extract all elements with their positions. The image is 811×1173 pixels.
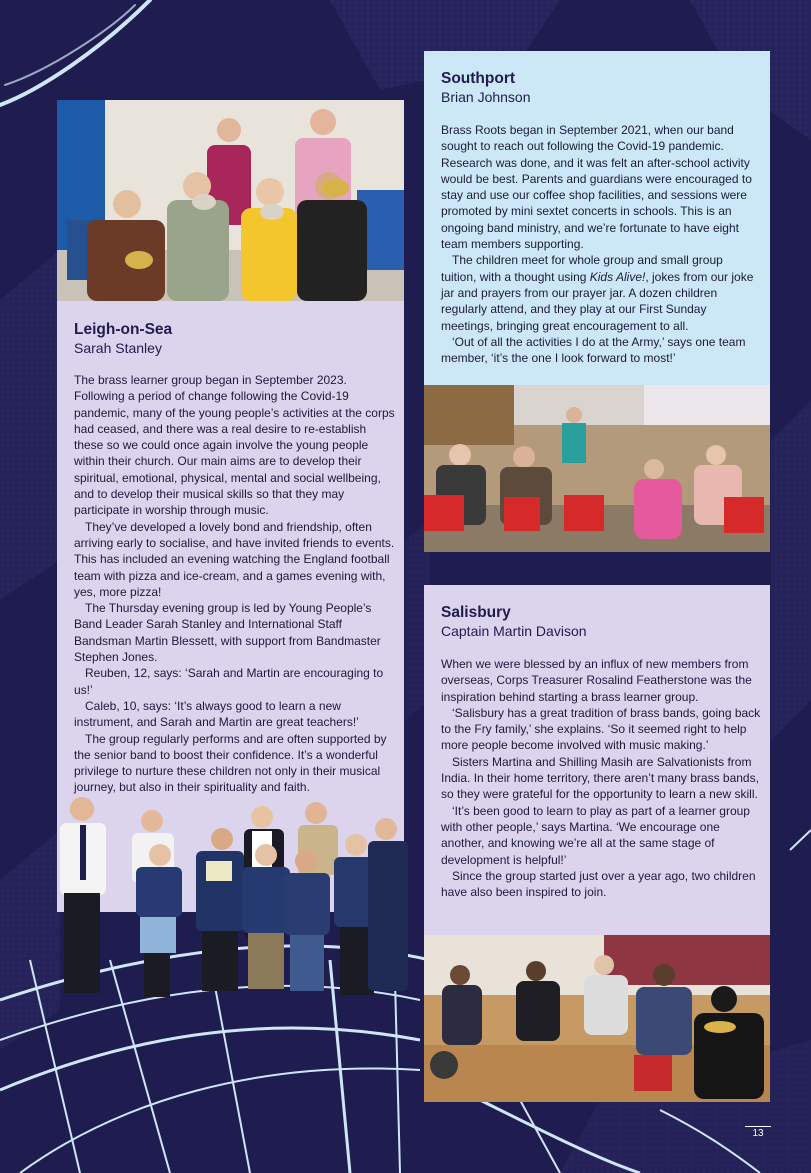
leigh-para-2: They’ve developed a lovely bond and friendship, often arriving early to socialise, and have invited friends to events. This has included an evening watching the England football team with pizza and ice-cream, and a games evening with, yes, more pizza! (74, 519, 395, 599)
southport-article (441, 70, 759, 366)
salisbury-para-4: ‘It’s been good to learn to play as part of a learner group with other people,’ says Martina. ‘We encourage one another, and knowing we’re all at the same stage of development is helpful!’ (441, 803, 750, 867)
salisbury-para-2: ‘Salisbury has a great tradition of brass bands, going back to the Fry family,’ she explains. ‘So it seemed right to help more people become involved with music making.’ (441, 705, 761, 753)
leigh-article (74, 321, 396, 796)
salisbury-heading: Salisbury (441, 604, 511, 621)
southport-para-2 (441, 252, 759, 333)
leigh-cutout-group-photo (36, 795, 416, 1015)
southport-band-photo (424, 385, 770, 552)
leigh-group-photo (57, 100, 404, 301)
kids-alive-title: Kids Alive! (589, 269, 646, 284)
salisbury-band-photo (424, 935, 770, 1102)
salisbury-para-1: When we were blessed by an influx of new members from overseas, Corps Treasurer Rosalind Featherstone was the inspiration behind starting a brass learner group. (441, 657, 752, 704)
leigh-para-5: Caleb, 10, says: ‘It’s always good to learn a new instrument, and Sarah and Martin are great teachers!’ (74, 698, 359, 730)
leigh-para-4: Reuben, 12, says: ‘Sarah and Martin are encouraging to us!’ (74, 666, 384, 697)
salisbury-para-5: Since the group started just over a year ago, two children have also been inspired to join. (441, 868, 756, 900)
southport-para-3: ‘Out of all the activities I do at the Army,’ says one team member, ‘it’s the one I look forward to most!’ (441, 334, 746, 366)
southport-para-2-end: , jokes from our joke jar and prayers from our prayer jar. A dozen children regularly attend, and they play at our First Sunday meetings, bringing great encouragement to all. (441, 269, 754, 333)
southport-author: Brian Johnson (441, 89, 531, 105)
leigh-para-3: The Thursday evening group is led by Young People’s Band Leader Sarah Stanley and International Staff Bandsman Martin Blessett, with support from Bandmaster Stephen Jones. (74, 601, 381, 665)
leigh-para-1: The brass learner group began in September 2023. Following a period of change following the Covid-19 pandemic, many of the young people’s activities at the corps had ceased, and there was a real desire to re-establish these so we could once again involve the young people within their church. Our main aims are to develop their spiritual, emotional, physical, mental and social wellbeing, and to develop their musical skills so that they may participate in worship through music. (74, 373, 395, 518)
leigh-heading: Leigh-on-Sea (74, 321, 173, 338)
leigh-author: Sarah Stanley (74, 340, 162, 356)
leigh-para-6: The group regularly performs and are often supported by the senior band to boost their confidence. It’s a wonderful privilege to nurture these children not only in their musical journey, but also in their spirituality and faith. (74, 731, 387, 795)
salisbury-article (441, 604, 761, 900)
page-number: 13 (752, 1128, 764, 1139)
southport-para-1: Brass Roots began in September 2021, when our band sought to reach out following the Covid-19 pandemic. Research was done, and it was felt an after-school activity would be best. Parents and guardians were encouraged to stay and use our coffee shop facilities, and sessions were promoted by mini sextet concerts in schools. This is an ongoing band ministry, and we’re fortunate to have eight team members supporting. (441, 123, 752, 252)
southport-para-2-start: The children meet for whole group and small group tuition, with a thought using (441, 253, 723, 284)
salisbury-para-3: Sisters Martina and Shilling Masih are Salvationists from India. In their home territory, there aren’t many brass bands, so they were grateful for the opportunity to learn a new skill. (441, 754, 759, 802)
salisbury-author: Captain Martin Davison (441, 623, 587, 639)
southport-heading: Southport (441, 70, 516, 87)
page-number-rule (745, 1126, 771, 1127)
